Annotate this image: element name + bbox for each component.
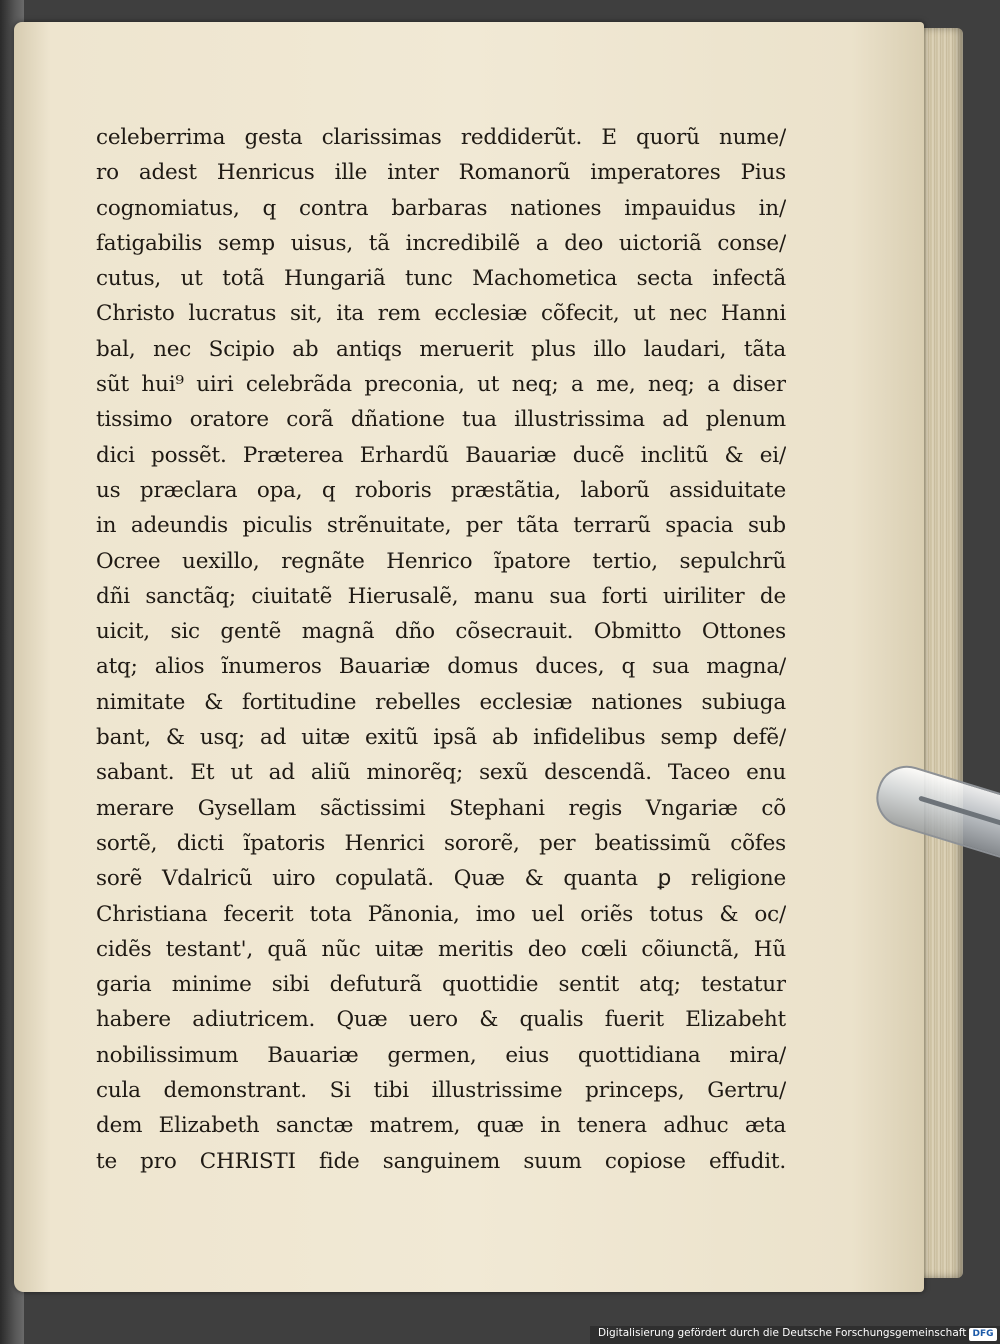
text-line: Ocree uexillo, regnãte Henrico ĩpatore tertio, sepulchrũ [96,548,786,574]
text-line: bal, nec Scipio ab antiqs meruerit plus illo laudari, tãta [96,336,786,362]
text-line: dñi sanctãq; ciuitatẽ Hierusalẽ, manu sua forti uiriliter de [96,583,786,609]
footer-bar [590,1326,1000,1344]
text-line: dici possẽt. Præterea Erhardũ Bauariæ ducẽ inclitũ & ei/ [96,442,786,468]
text-line: garia minime sibi defuturã quottidie sentit atq; testatur [96,972,786,998]
pen-marker-stripe [918,795,1000,835]
page-text [96,120,786,1179]
text-line: in adeundis piculis strẽnuitate, per tãta terrarũ spacia sub [96,513,786,539]
text-line: sabant. Et ut ad aliũ minorẽq; sexũ descendã. Taceo enu [96,760,786,786]
text-line: atq; alios ĩnumeros Bauariæ domus duces, q sua magna/ [96,654,786,680]
text-line: bant, & usq; ad uitæ exitũ ipsã ab infidelibus semp defẽ/ [96,725,786,751]
text-line: dem Elizabeth sanctæ matrem, quæ in tenera adhuc æta [96,1113,786,1139]
text-line: cognomiatus, q contra barbaras nationes impauidus in/ [96,195,786,221]
text-line: Christiana fecerit tota Pãnonia, imo uel oriẽs totus & oc/ [96,901,786,927]
text-line: uicit, sic gentẽ magnã dño cõsecrauit. Obmitto Ottones [96,619,786,645]
text-line: sũt hui⁹ uiri celebrãda preconia, ut neq; a me, neq; a diser [96,372,786,398]
text-line: nimitate & fortitudine rebelles ecclesiæ nationes subiuga [96,689,786,715]
text-line: celeberrima gesta clarissimas reddiderũt. E quorũ nume/ [96,125,786,150]
text-line: Christo lucratus sit, ita rem ecclesiæ cõfecit, ut nec Hanni [96,301,786,327]
text-line: nobilissimum Bauariæ germen, eius quottidiana mira/ [96,1042,786,1068]
footer-credit: Digitalisierung gefördert durch die Deutsche Forschungsgemeinschaft [598,1327,967,1339]
text-line: tissimo oratore corã dñatione tua illustrissima ad plenum [96,407,786,433]
text-line: cula demonstrant. Si tibi illustrissime princeps, Gertru/ [96,1078,786,1104]
text-line: cutus, ut totã Hungariã tunc Machometica secta infectã [96,266,786,292]
text-line: ro adest Henricus ille inter Romanorũ imperatores Pius [96,160,786,186]
text-line: habere adiutricem. Quæ uero & qualis fuerit Elizabeht [96,1007,786,1033]
text-line: cidẽs testant', quã nũc uitæ meritis deo cœli cõiunctã, Hũ [96,936,786,962]
text-line: merare Gysellam sãctissimi Stephani regis Vngariæ cõ [96,795,786,821]
dfg-logo-icon: DFG [969,1328,997,1341]
book-page [14,22,924,1292]
text-line: sorẽ Vdalricũ uiro copulatã. Quæ & quanta ꝑ religione [96,866,786,892]
text-line: sortẽ, dicti ĩpatoris Henrici sororẽ, per beatissimũ cõfes [96,830,786,856]
text-line: fatigabilis semp uisus, tã incredibilẽ a deo uictoriã conse/ [96,230,786,256]
text-line: te pro CHRISTI fide sanguinem suum copiose effudit. [96,1148,786,1174]
text-line: us præclara opa, q roboris præstãtia, laborũ assiduitate [96,477,786,503]
